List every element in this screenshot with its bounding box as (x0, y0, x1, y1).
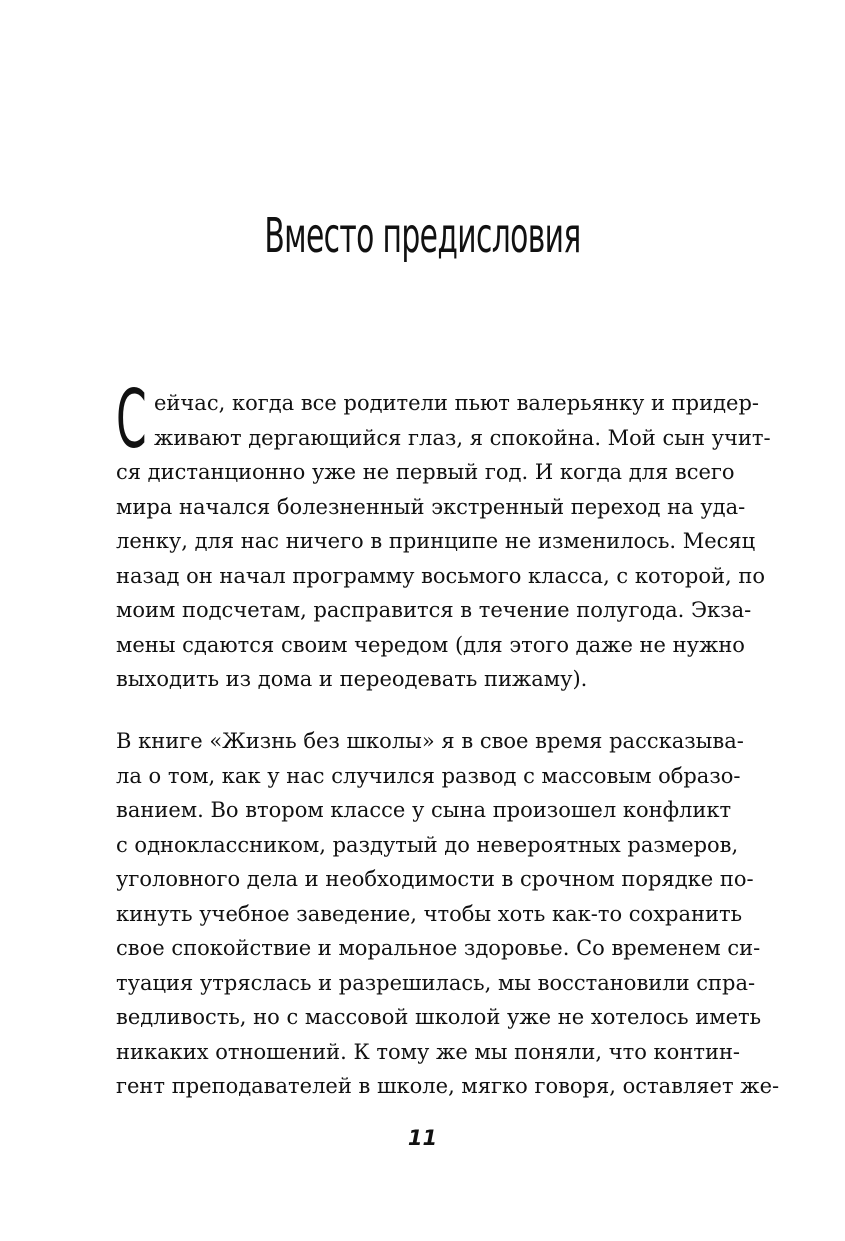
chapter-title: Вместо предисловия (264, 208, 581, 264)
drop-cap: С (116, 373, 147, 466)
paragraph-line: ейчас, когда все родители пьют валерьянку и придер- (154, 391, 759, 415)
paragraph-line: гент преподавателей в школе, мягко говоря, оставляет же- (116, 1074, 780, 1098)
paragraph-2 (116, 724, 780, 1104)
paragraph-line: никаких отношений. К тому же мы поняли, что контин- (116, 1039, 741, 1064)
paragraph-line: моим подсчетам, расправится в течение полугода. Экза- (116, 598, 752, 622)
paragraph-line: ленку, для нас ничего в принципе не изменилось. Месяц (116, 529, 756, 553)
paragraph-line: В книге «Жизнь без школы» я в свое время рассказыва- (116, 729, 744, 753)
paragraph-line: ла о том, как у нас случился развод с массовым образо- (116, 763, 741, 788)
paragraph-line: назад он начал программу восьмого класса, с которой, по (116, 563, 765, 588)
paragraph-line: с одноклассником, раздутый до невероятных размеров, (116, 832, 739, 857)
paragraph-1 (116, 386, 771, 697)
paragraph-line: туация утряслась и разрешилась, мы восстановили спра- (116, 970, 756, 995)
paragraph-line: уголовного дела и необходимости в срочном порядке по- (116, 867, 754, 891)
paragraph-line: мены сдаются своим чередом (для этого даже не нужно (116, 632, 745, 657)
paragraph-line: выходить из дома и переодевать пижаму). (116, 667, 588, 691)
paragraph-line: ся дистанционно уже не первый год. И когда для всего (116, 460, 735, 484)
page-number: 11 (407, 1126, 438, 1150)
paragraph-line: ванием. Во втором классе у сына произошел конфликт (116, 798, 732, 822)
paragraph-line: мира начался болезненный экстренный переход на уда- (116, 494, 746, 519)
paragraph-line: свое спокойствие и моральное здоровье. Со временем си- (116, 936, 761, 960)
paragraph-line: ведливость, но с массовой школой уже не хотелось иметь (116, 1005, 762, 1029)
paragraph-line: живают дергающийся глаз, я спокойна. Мой сын учит- (154, 425, 771, 450)
paragraph-line: кинуть учебное заведение, чтобы хоть как-то сохранить (116, 901, 743, 926)
